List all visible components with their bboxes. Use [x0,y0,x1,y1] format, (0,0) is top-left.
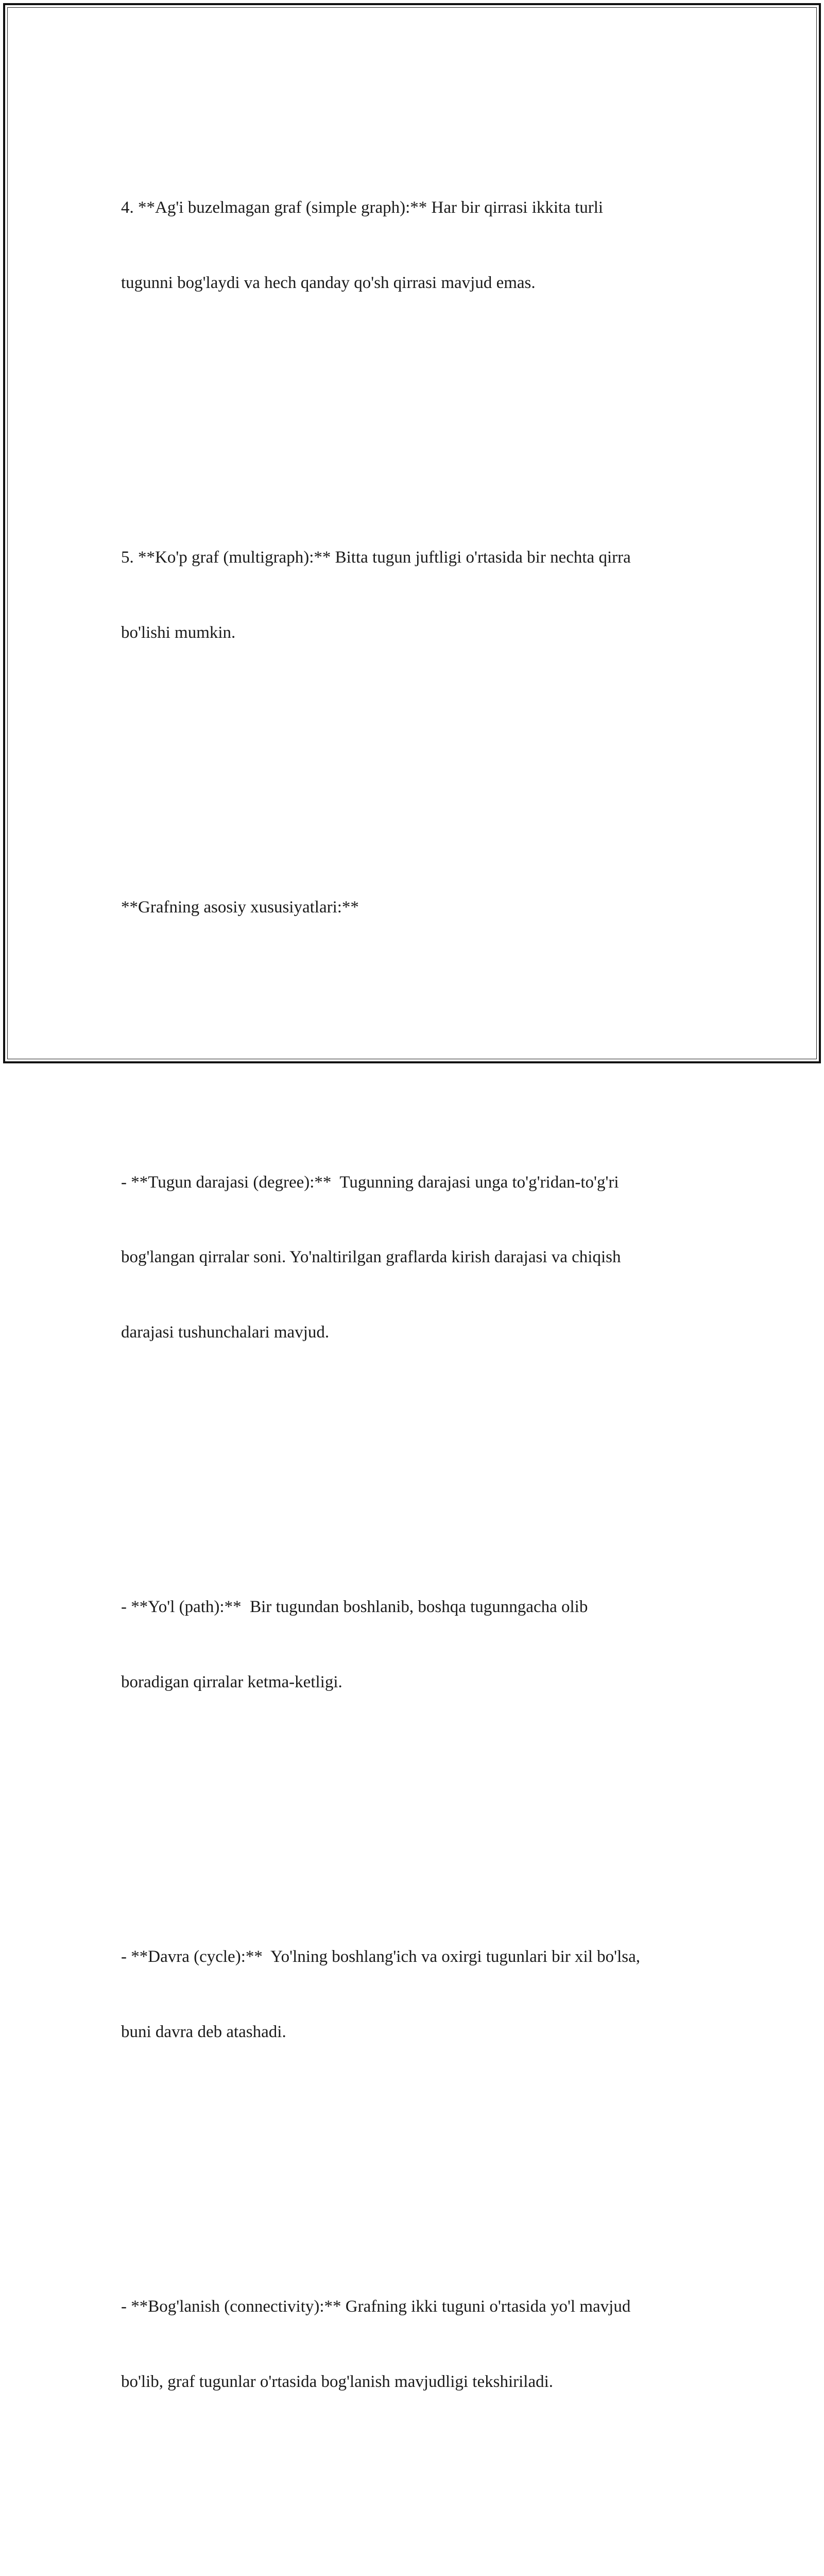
text-line: 5. **Ko'p graf (multigraph):** Bitta tugun juftligi o'rtasida bir nechta qirra [121,548,631,567]
text-line: darajasi tushunchalari mavjud. [121,1323,330,1342]
text-line: - **Bog'lanish (connectivity):** Grafning ikki tuguni o'rtasida yo'l mavjud [121,2297,631,2316]
document-body [121,95,708,2576]
paragraph-simple-graph [121,145,708,345]
paragraph-gap [121,2494,708,2519]
list-item-connectivity [121,2244,708,2444]
text-line: **Grafning asosiy xususiyatlari:** [121,898,359,917]
paragraph-gap [121,1794,708,1820]
section-heading-properties [121,845,708,970]
list-item-path [121,1545,708,1744]
text-line: buni davra deb atashadi. [121,2022,286,2041]
paragraph-gap [121,2144,708,2170]
paragraph-gap [121,1020,708,1045]
paragraph-gap [121,395,708,420]
text-line: tugunni bog'laydi va hech qanday qo'sh qirrasi mavjud emas. [121,273,536,292]
text-line: bo'lib, graf tugunlar o'rtasida bog'lanish mavjudligi tekshiriladi. [121,2372,554,2391]
list-item-degree [121,1120,708,1395]
text-line: - **Davra (cycle):** Yo'lning boshlang'ich va oxirgi tugunlari bir xil bo'lsa, [121,1947,640,1966]
paragraph-gap [121,1445,708,1470]
text-line: - **Tugun darajasi (degree):** Tugunning darajasi unga to'g'ridan-to'g'ri [121,1173,619,1192]
text-line: bo'lishi mumkin. [121,623,236,642]
list-item-cycle [121,1894,708,2094]
paragraph-gap [121,745,708,770]
text-line: bog'langan qirralar soni. Yo'naltirilgan graflarda kirish darajasi va chiqish [121,1248,621,1266]
text-line: 4. **Ag'i buzelmagan graf (simple graph):** Har bir qirrasi ikkita turli [121,198,604,217]
text-line: boradigan qirralar ketma-ketligi. [121,1672,342,1691]
text-line: - **Yo'l (path):** Bir tugundan boshlanib, boshqa tugunngacha olib [121,1598,588,1616]
paragraph-multigraph [121,495,708,695]
